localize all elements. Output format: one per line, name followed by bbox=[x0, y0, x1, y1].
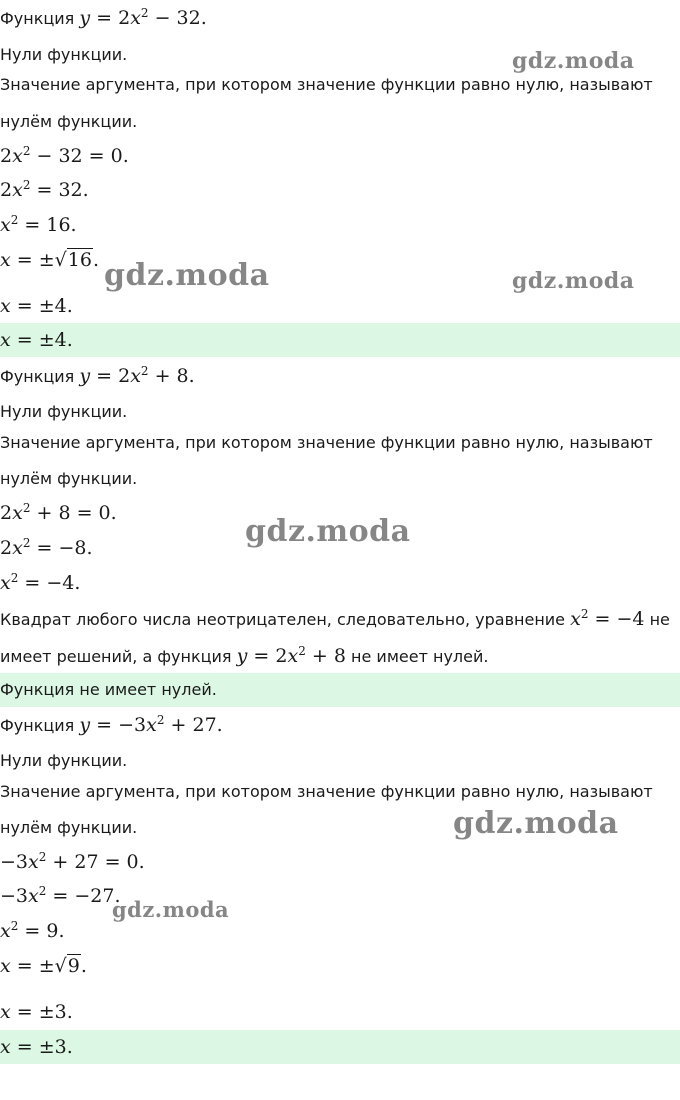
watermark-logo: gdz.moda bbox=[453, 806, 619, 841]
definition-line: нулём функции. bbox=[0, 112, 138, 131]
title-label: Функция bbox=[0, 716, 75, 735]
answer-box: x = ±3. bbox=[0, 1030, 680, 1064]
definition-line: нулём функции. bbox=[0, 469, 138, 488]
note-text: не имеет нулей. bbox=[351, 647, 489, 666]
note-text: Квадрат любого числа неотрицателен, следовательно, уравнение bbox=[0, 610, 566, 629]
function-title bbox=[0, 713, 680, 738]
equation-step: $2x^2 + 8 = 0$. bbox=[0, 501, 117, 524]
note-formula: $y = 2x^2 + 8$ bbox=[236, 644, 346, 667]
equation-step: $-3x^2 + 27 = 0$. bbox=[0, 850, 145, 873]
function-title bbox=[0, 364, 680, 389]
equation-step: x = ±√16. bbox=[0, 249, 99, 271]
zeros-heading: Нули функции. bbox=[0, 751, 128, 770]
title-label: Функция bbox=[0, 367, 75, 386]
equation-step: $x^2 = -4$. bbox=[0, 571, 81, 594]
function-formula: $y = 2x^2 - 32$. bbox=[79, 6, 207, 29]
equation-step: $2x^2 = -8$. bbox=[0, 536, 93, 559]
equation-step: $x^2 = 9$. bbox=[0, 919, 65, 942]
zeros-heading: Нули функции. bbox=[0, 402, 128, 421]
definition-line: Значение аргумента, при котором значение функции равно нулю, называют bbox=[0, 433, 653, 452]
note-line bbox=[0, 644, 680, 669]
watermark-logo: gdz.moda bbox=[104, 258, 270, 293]
note-text: имеет решений, а функция bbox=[0, 647, 232, 666]
equation-step: $2x^2 - 32 = 0$. bbox=[0, 144, 129, 167]
note-text: не bbox=[649, 610, 670, 629]
watermark-logo: gdz.moda bbox=[512, 48, 635, 74]
title-label: Функция bbox=[0, 9, 75, 28]
function-formula: $y = 2x^2 + 8$. bbox=[79, 364, 195, 387]
equation-step: x = ±√9. bbox=[0, 955, 87, 977]
answer-box: Функция не имеет нулей. bbox=[0, 673, 680, 707]
zeros-heading: Нули функции. bbox=[0, 45, 128, 64]
watermark-logo: gdz.moda bbox=[245, 514, 411, 549]
watermark-logo: gdz.moda bbox=[512, 268, 635, 294]
equation-step: $-3x^2 = -27$. bbox=[0, 884, 121, 907]
equation-step: $x^2 = 16$. bbox=[0, 213, 77, 236]
answer-box: x = ±4. bbox=[0, 323, 680, 357]
definition-line: Значение аргумента, при котором значение функции равно нулю, называют bbox=[0, 782, 653, 801]
note-line bbox=[0, 607, 680, 632]
watermark-logo: gdz.moda bbox=[112, 897, 230, 922]
definition-line: нулём функции. bbox=[0, 818, 138, 837]
function-formula: $y = -3x^2 + 27$. bbox=[79, 713, 223, 736]
equation-step: x = ±3. bbox=[0, 1001, 73, 1023]
definition-line: Значение аргумента, при котором значение функции равно нулю, называют bbox=[0, 75, 653, 94]
equation-step: $2x^2 = 32$. bbox=[0, 178, 89, 201]
function-title bbox=[0, 6, 680, 31]
equation-step: x = ±4. bbox=[0, 295, 73, 317]
note-formula: $x^2 = -4$ bbox=[570, 607, 645, 630]
